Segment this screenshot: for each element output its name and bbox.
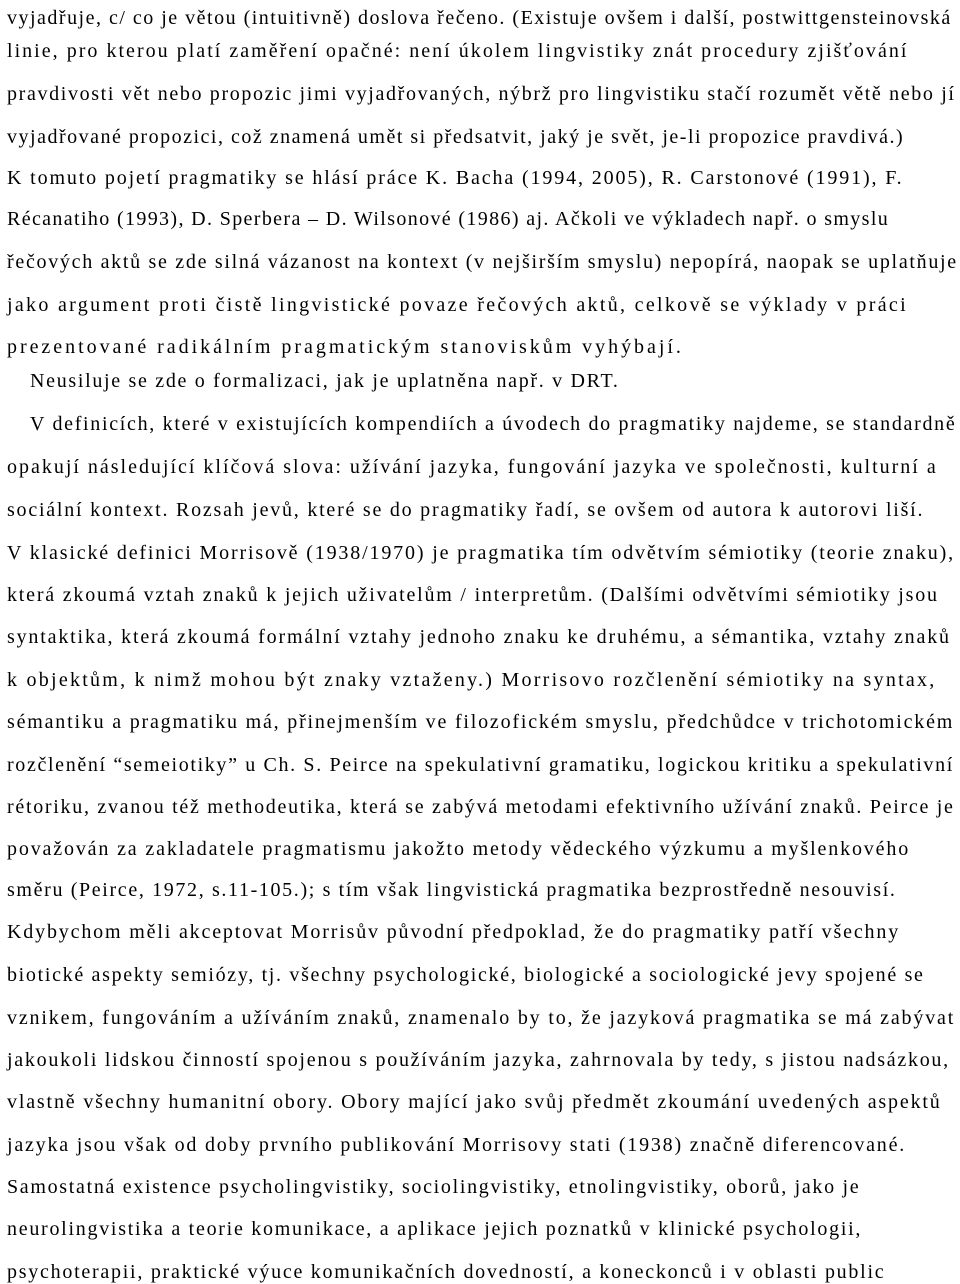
text-line: považován za zakladatele pragmatismu jakožto metody vědeckého výzkumu a myšlenkového [7, 838, 911, 860]
text-line: jakoukoli lidskou činností spojenou s používáním jazyka, zahrnovala by tedy, s jistou nadsázkou, [7, 1049, 950, 1071]
text-line: rozčlenění “semeiotiky” u Ch. S. Peirce na spekulativní gramatiku, logickou kritiku a spekulativní [7, 754, 954, 776]
text-line: biotické aspekty semiózy, tj. všechny psychologické, biologické a sociologické jevy spojené se [7, 964, 925, 986]
text-line: vlastně všechny humanitní obory. Obory mající jako svůj předmět zkoumání uvedených aspektů [7, 1091, 942, 1113]
text-line: směru (Peirce, 1972, s.11-105.); s tím však lingvistická pragmatika bezprostředně nesouvisí. [7, 879, 897, 901]
text-line: Kdybychom měli akceptovat Morrisův původní předpoklad, že do pragmatiky patří všechny [7, 921, 901, 943]
text-line: k objektům, k nimž mohou být znaky vztaženy.) Morrisovo rozčlenění sémiotiky na syntax, [7, 669, 937, 691]
text-line: neurolingvistika a teorie komunikace, a aplikace jejich poznatků v klinické psychologii, [7, 1218, 863, 1240]
text-line: řečových aktů se zde silná vázanost na kontext (v nejširším smyslu) nepopírá, naopak se uplatňuje [7, 251, 958, 273]
text-line: rétoriku, zvanou též methodeutika, která se zabývá metodami efektivního užívání znaků. Peirce je [7, 796, 955, 818]
text-line: pravdivosti vět nebo propozic jimi vyjadřovaných, nýbrž pro lingvistiku stačí rozumět větě nebo jí [7, 83, 956, 105]
text-line: sociální kontext. Rozsah jevů, které se do pragmatiky řadí, se ovšem od autora k autorovi liší. [7, 499, 925, 521]
text-line: Neusiluje se zde o formalizaci, jak je uplatněna např. v DRT. [30, 370, 620, 392]
text-line: Récanatiho (1993), D. Sperbera – D. Wilsonové (1986) aj. Ačkoli ve výkladech např. o smyslu [7, 208, 890, 230]
text-line: syntaktika, která zkoumá formální vztahy jednoho znaku ke druhému, a sémantika, vztahy znaků [7, 626, 951, 648]
text-line: prezentované radikálním pragmatickým stanoviskům vyhýbají. [7, 336, 684, 358]
text-line: psychoterapii, praktické výuce komunikačních dovedností, a koneckonců i v oblasti public [7, 1261, 886, 1283]
text-line: opakují následující klíčová slova: užívání jazyka, fungování jazyka ve společnosti, kulturní a [7, 456, 938, 478]
text-line: Samostatná existence psycholingvistiky, sociolingvistiky, etnolingvistiky, oborů, jako je [7, 1176, 861, 1198]
text-line: jazyka jsou však od doby prvního publikování Morrisovy stati (1938) značně diferencované. [7, 1134, 907, 1156]
text-line: sémantiku a pragmatiku má, přinejmenším ve filozofickém smyslu, předchůdce v trichotomickém [7, 711, 955, 733]
text-line: vyjadřuje, c/ co je větou (intuitivně) doslova řečeno. (Existuje ovšem i další, postwittgensteinovská [7, 7, 952, 29]
text-line: vznikem, fungováním a užíváním znaků, znamenalo by to, že jazyková pragmatika se má zabývat [7, 1007, 956, 1029]
text-line: V definicích, které v existujících kompendiích a úvodech do pragmatiky najdeme, se standardně [30, 413, 957, 435]
text-line: vyjadřované propozici, což znamená umět si předsatvit, jaký je svět, je-li propozice pravdivá.) [7, 126, 905, 148]
text-line: V klasické definici Morrisově (1938/1970) je pragmatika tím odvětvím sémiotiky (teorie znaku), [7, 542, 955, 564]
text-line: která zkoumá vztah znaků k jejich uživatelům / interpretům. (Dalšími odvětvími sémiotiky jsou [7, 584, 939, 606]
text-line: K tomuto pojetí pragmatiky se hlásí práce K. Bacha (1994, 2005), R. Carstonové (1991), F. [7, 167, 904, 189]
text-line: linie, pro kterou platí zaměření opačné: není úkolem lingvistiky znát procedury zjišťování [7, 40, 909, 62]
text-line: jako argument proti čistě lingvistické povaze řečových aktů, celkově se výklady v práci [7, 294, 908, 316]
